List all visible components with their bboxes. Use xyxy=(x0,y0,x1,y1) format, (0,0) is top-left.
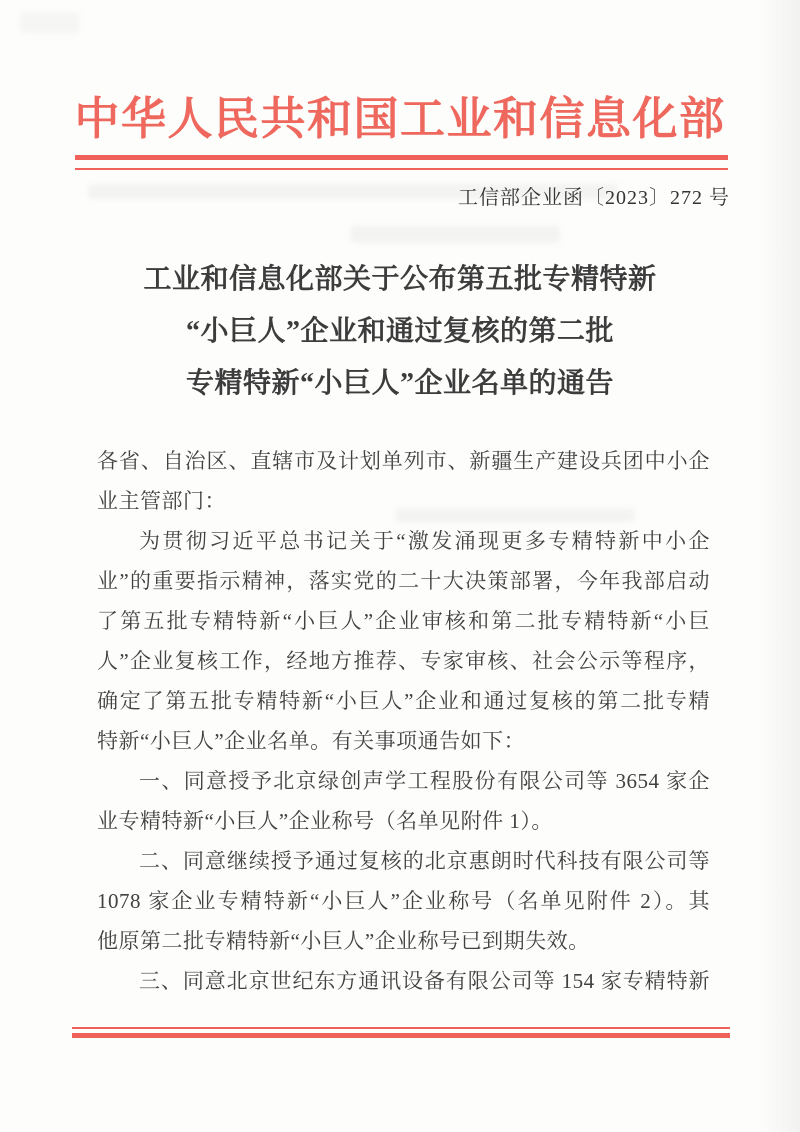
body-line: 确定了第五批专精特新“小巨人”企业和通过复核的第二批专精 xyxy=(97,689,710,713)
body-line: 了第五批专精特新“小巨人”企业审核和第二批专精特新“小巨 xyxy=(97,609,710,633)
body-line: 为贯彻习近平总书记关于“激发涌现更多专精特新中小企 xyxy=(139,529,710,553)
body-line: 业专精特新“小巨人”企业称号（名单见附件 1）。 xyxy=(97,809,553,833)
scan-edge-shading xyxy=(758,0,800,1132)
letterhead-title: 中华人民共和国工业和信息化部 xyxy=(74,94,726,144)
notice-title xyxy=(0,254,800,410)
notice-title-line: 工业和信息化部关于公布第五批专精特新 xyxy=(143,264,657,295)
body-line: 业主管部门： xyxy=(97,489,226,513)
scan-artifact xyxy=(20,12,80,34)
body-line: 1078 家企业专精特新“小巨人”企业称号（名单见附件 2）。其 xyxy=(97,889,710,913)
notice-title-line: “小巨人”企业和通过复核的第二批 xyxy=(185,316,614,347)
notice-title-line: 专精特新“小巨人”企业名单的通告 xyxy=(185,368,614,399)
body-line: 特新“小巨人”企业名单。有关事项通告如下： xyxy=(97,729,526,753)
footer-rule-thick xyxy=(72,1033,730,1038)
body-line: 三、同意北京世纪东方通讯设备有限公司等 154 家专精特新 xyxy=(139,969,710,993)
scan-artifact xyxy=(350,226,560,243)
notice-body xyxy=(97,441,710,1001)
letterhead-rule-thick xyxy=(75,155,728,160)
body-line: 他原第二批专精特新“小巨人”企业称号已到期失效。 xyxy=(97,929,590,953)
doc-number: 工信部企业函〔2023〕272 号 xyxy=(458,187,730,209)
footer-rule-thin xyxy=(72,1027,730,1029)
body-line: 业”的重要指示精神，落实党的二十大决策部署，今年我部启动 xyxy=(97,569,710,593)
body-line: 二、同意继续授予通过复核的北京惠朗时代科技有限公司等 xyxy=(139,849,710,873)
body-line: 一、同意授予北京绿创声学工程股份有限公司等 3654 家企 xyxy=(139,769,710,793)
body-line: 各省、自治区、直辖市及计划单列市、新疆生产建设兵团中小企 xyxy=(97,449,710,473)
letterhead-rule-thin xyxy=(75,168,728,170)
body-line: 人”企业复核工作，经地方推荐、专家审核、社会公示等程序， xyxy=(97,649,710,673)
